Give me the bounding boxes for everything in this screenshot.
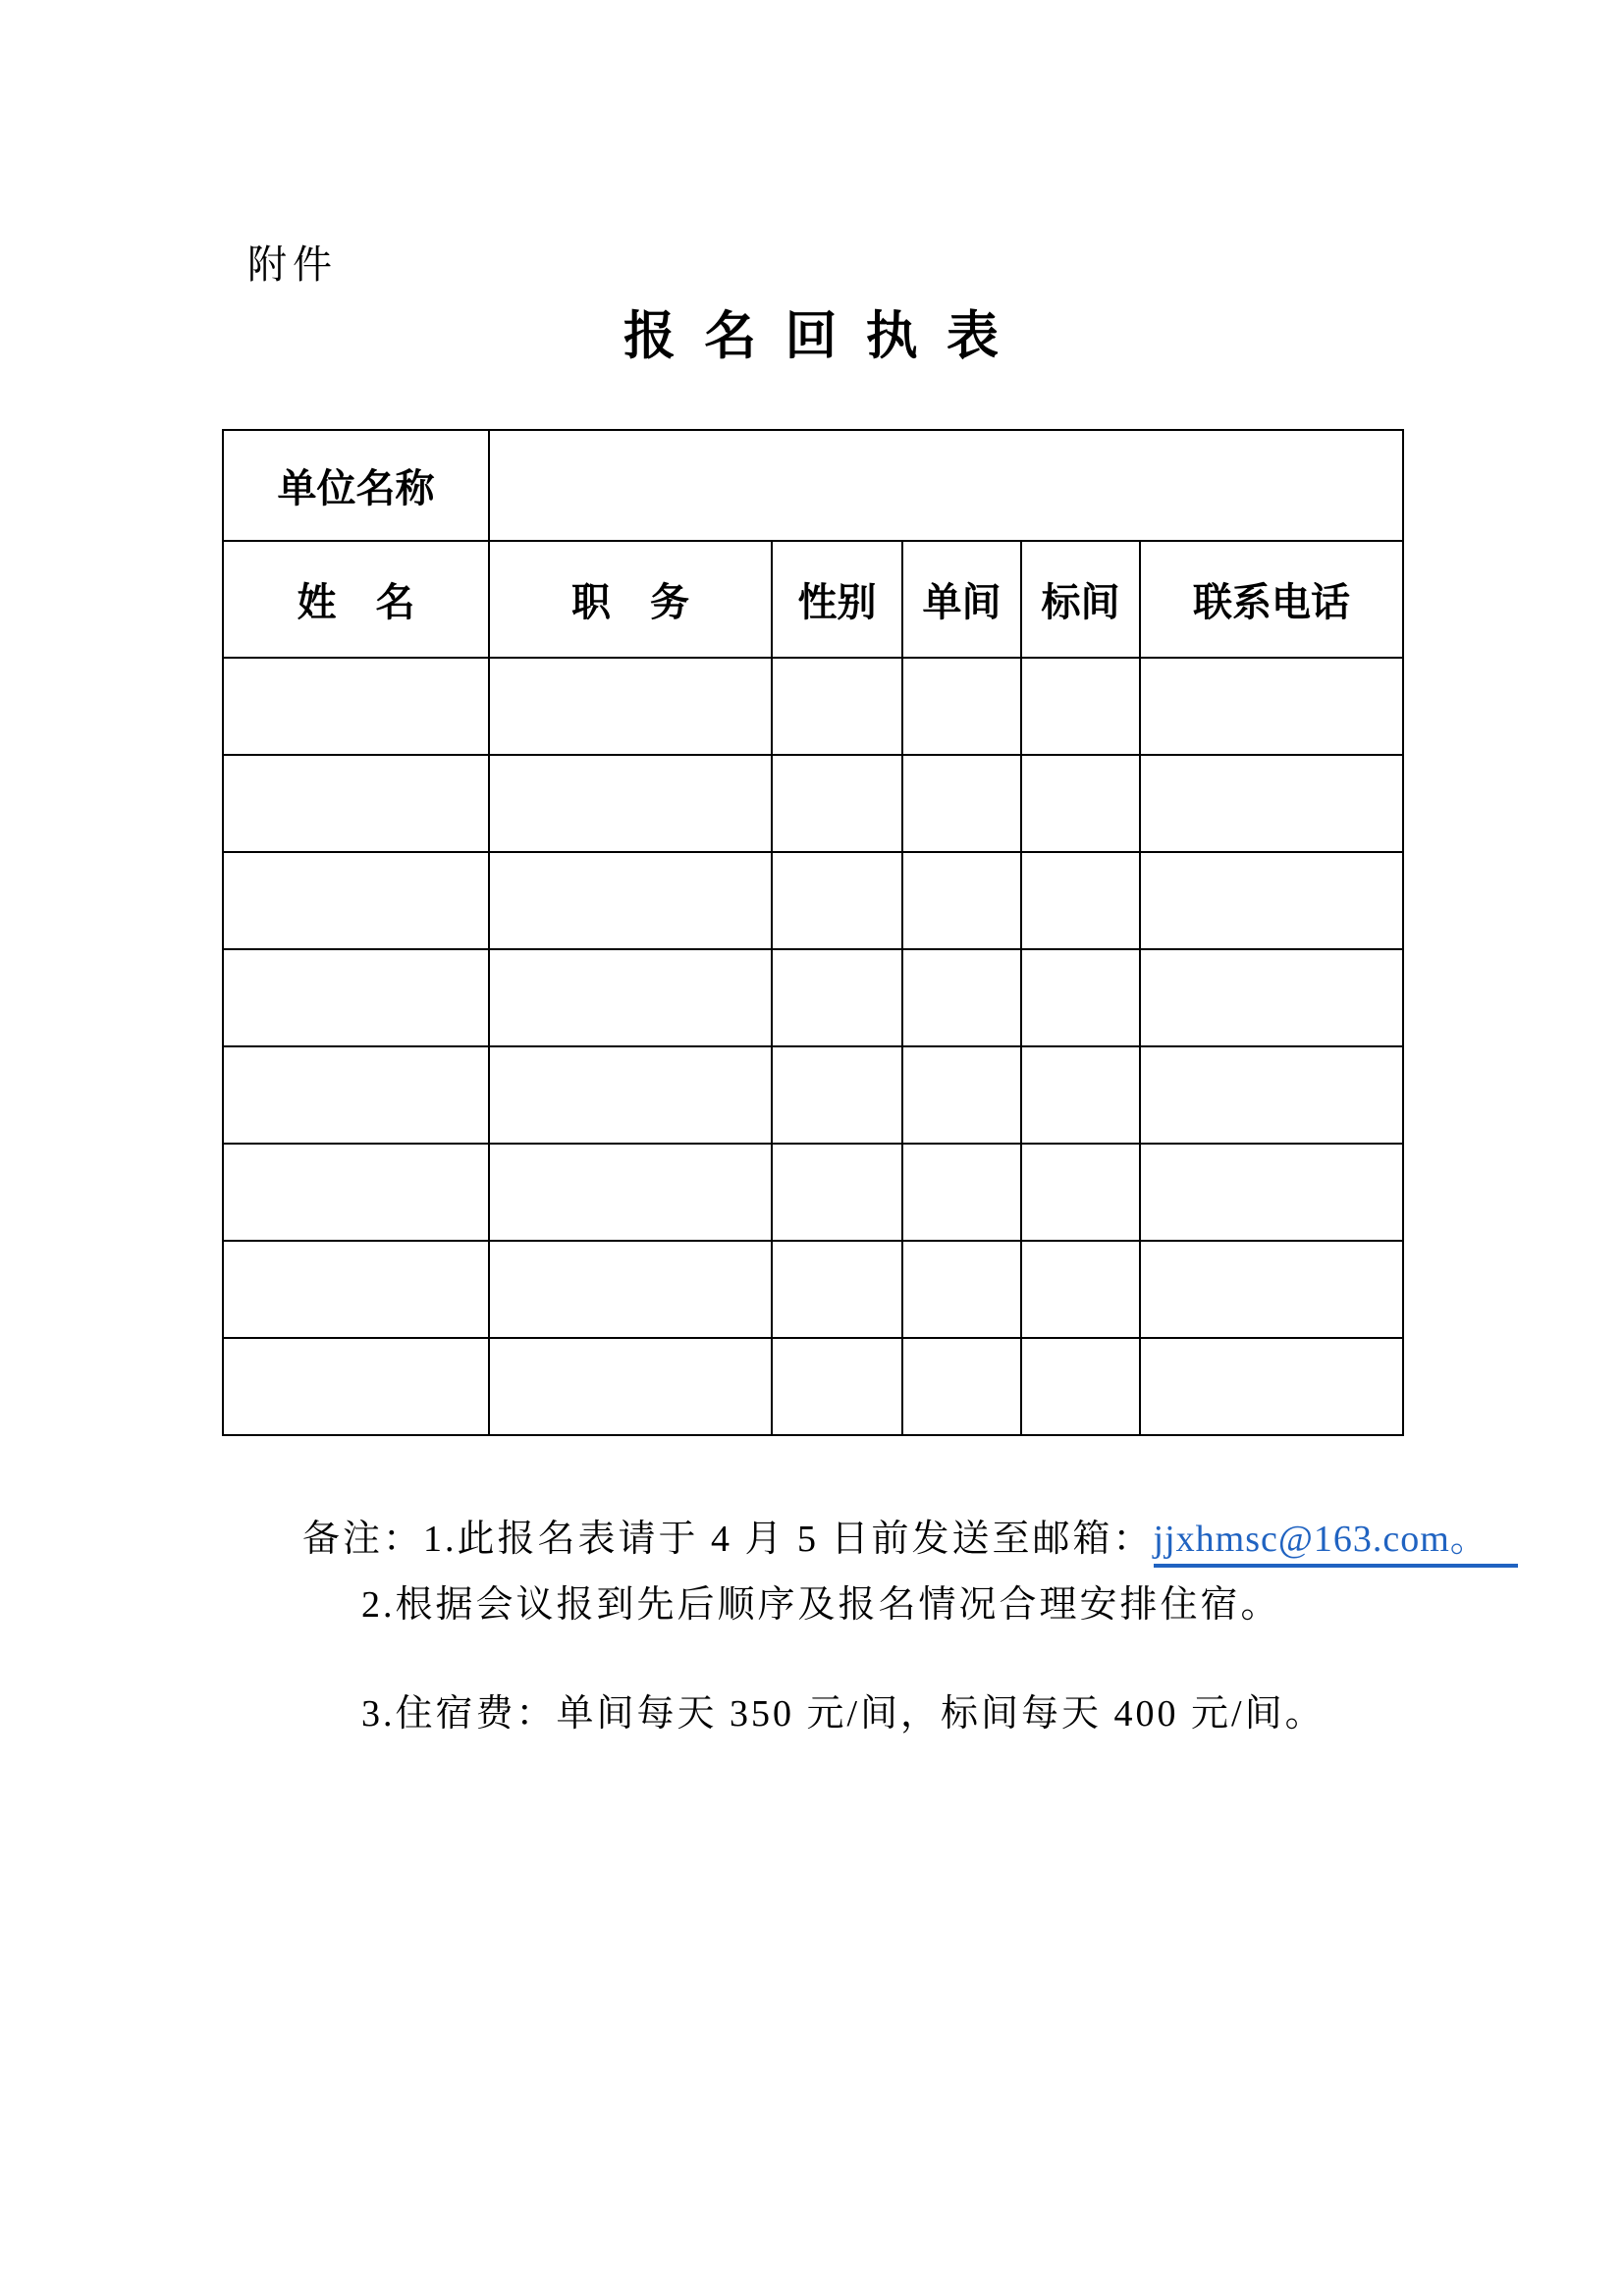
empty-cell (1021, 949, 1140, 1046)
empty-cell (223, 658, 489, 755)
empty-cell (902, 755, 1021, 852)
empty-cell (223, 1338, 489, 1435)
empty-cell (489, 852, 772, 949)
empty-cell (772, 1338, 902, 1435)
registration-table-body (223, 430, 1403, 1435)
empty-cell (902, 1338, 1021, 1435)
column-header-single-room: 单间 (902, 541, 1021, 658)
empty-cell (1140, 658, 1403, 755)
note-1-text: 备注：1.此报名表请于 4 月 5 日前发送至邮箱： (302, 1519, 1154, 1560)
empty-cell (902, 1144, 1021, 1241)
column-header-phone: 联系电话 (1140, 541, 1403, 658)
empty-cell (1140, 949, 1403, 1046)
column-header-standard-room: 标间 (1021, 541, 1140, 658)
empty-cell (489, 755, 772, 852)
email-link[interactable]: jjxhmsc@163.com。 (1154, 1508, 1518, 1568)
empty-cell (489, 949, 772, 1046)
page-title: 报 名 回 执 表 (623, 308, 1001, 365)
unit-name-row (223, 430, 1403, 541)
empty-cell (223, 1046, 489, 1144)
empty-cell (1140, 755, 1403, 852)
table-row (223, 949, 1403, 1046)
empty-cell (1140, 1338, 1403, 1435)
empty-cell (1021, 1241, 1140, 1338)
empty-cell (223, 949, 489, 1046)
empty-cell (489, 1046, 772, 1144)
column-header-gender: 性别 (772, 541, 902, 658)
table-row (223, 852, 1403, 949)
table-row (223, 755, 1403, 852)
table-row (223, 658, 1403, 755)
empty-cell (489, 1144, 772, 1241)
empty-cell (772, 852, 902, 949)
empty-cell (489, 1241, 772, 1338)
column-header-position: 职 务 (489, 541, 772, 658)
table-row (223, 1338, 1403, 1435)
attachment-label: 附件 (247, 242, 338, 287)
empty-cell (223, 1241, 489, 1338)
empty-cell (223, 1144, 489, 1241)
empty-cell (1140, 852, 1403, 949)
empty-cell (489, 658, 772, 755)
empty-cell (772, 949, 902, 1046)
table-row (223, 1144, 1403, 1241)
empty-cell (902, 1046, 1021, 1144)
empty-cell (1140, 1241, 1403, 1338)
unit-name-value-cell (489, 430, 1403, 541)
empty-cell (1021, 658, 1140, 755)
empty-cell (489, 1338, 772, 1435)
table-header-row (223, 541, 1403, 658)
empty-cell (772, 755, 902, 852)
empty-cell (223, 852, 489, 949)
empty-cell (1021, 1338, 1140, 1435)
empty-cell (223, 755, 489, 852)
column-header-name: 姓 名 (223, 541, 489, 658)
empty-cell (772, 1046, 902, 1144)
empty-cell (772, 1144, 902, 1241)
empty-cell (902, 1241, 1021, 1338)
empty-cell (1021, 1046, 1140, 1144)
empty-cell (1021, 852, 1140, 949)
empty-cell (902, 852, 1021, 949)
empty-cell (902, 658, 1021, 755)
empty-cell (772, 1241, 902, 1338)
note-line-2: 2.根据会议报到先后顺序及报名情况合理安排住宿。 (361, 1584, 1281, 1626)
empty-cell (902, 949, 1021, 1046)
empty-cell (1140, 1046, 1403, 1144)
table-row (223, 1241, 1403, 1338)
unit-name-label-cell: 单位名称 (223, 430, 489, 541)
note-line-3: 3.住宿费：单间每天 350 元/间，标间每天 400 元/间。 (361, 1693, 1326, 1735)
empty-cell (1140, 1144, 1403, 1241)
empty-cell (1021, 755, 1140, 852)
registration-table (222, 429, 1404, 1436)
empty-cell (1021, 1144, 1140, 1241)
table-row (223, 1046, 1403, 1144)
empty-cell (772, 658, 902, 755)
